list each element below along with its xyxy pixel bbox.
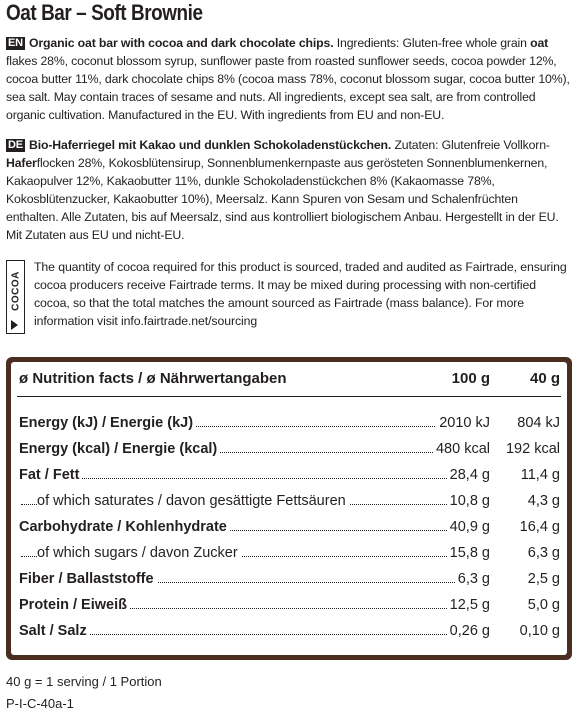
dot-leader [21,634,489,635]
ingredients-en [6,34,571,124]
nutrition-row-saturates [11,491,567,511]
value-100g: 0,26 g [447,621,490,641]
cocoa-badge-label: COCOA [10,271,21,311]
row-label: Fat / Fett [19,465,82,485]
value-100g: 12,5 g [447,595,490,615]
ingredients-en-highlight: oat [530,36,549,50]
value-100g: 2010 kJ [436,413,490,433]
col-100g-header: 100 g [449,369,490,389]
row-label: Protein / Eiweiß [19,595,130,615]
nutrition-row-salt [11,621,567,641]
lang-tag-de: DE [8,139,23,151]
value-40g: 804 kJ [517,415,560,431]
nutrition-row-protein [11,595,567,615]
nutrition-row-energy-kj [11,413,567,433]
product-code: P-I-C-40a-1 [6,696,74,711]
value-100g: 28,4 g [447,465,490,485]
value-100g: 15,8 g [447,543,490,563]
arrow-right-icon [11,320,18,330]
dot-leader [21,478,489,479]
lang-tag-en: EN [8,37,23,49]
ingredients-en-text-1: Ingredients: Gluten-free whole grain [333,36,531,50]
nutrition-row-fiber [11,569,567,589]
value-40g: 11,4 g [520,467,560,483]
cocoa-badge [6,260,25,334]
nutrition-header-row [11,369,567,389]
nutrition-row-carbohydrate [11,517,567,537]
nutrition-table [6,357,572,660]
serving-size: 40 g = 1 serving / 1 Portion [6,674,162,689]
value-40g: 0,10 g [519,623,560,639]
product-title: Oat Bar – Soft Brownie [6,0,203,25]
row-label: of which saturates / davon gesättigte Fettsäuren [37,491,349,511]
row-label: Salt / Salz [19,621,90,641]
ingredients-en-text-2: flakes 28%, coconut blossom syrup, sunflower paste from roasted sunflower seeds, cocoa powder 12%, cocoa butter 11%, dark chocolate chips 8% (cocoa mass 78%, coconut blossom sugar, cocoa butter 10%), sea salt. May contain traces of sesame and nuts. All ingredients, except sea salt, are from controlled organic cultivation. Manufactured in the EU. With ingredients from EU and non-EU. [6,54,570,122]
nutrition-row-energy-kcal [11,439,567,459]
value-40g: 6,3 g [527,545,560,561]
value-40g: 16,4 g [519,519,560,535]
nutrition-table-body [11,362,567,655]
header-divider [17,396,561,397]
lead-de: Bio-Haferriegel mit Kakao und dunklen Schokoladenstückchen. [28,138,392,152]
value-40g: 5,0 g [527,597,560,613]
row-label: Energy (kJ) / Energie (kJ) [19,413,196,433]
row-label: Energy (kcal) / Energie (kcal) [19,439,220,459]
row-label: Fiber / Ballaststoffe [19,569,157,589]
value-40g: 2,5 g [527,571,560,587]
ingredients-de [6,136,571,244]
value-40g: 192 kcal [505,441,560,457]
row-label: Carbohydrate / Kohlenhydrate [19,517,230,537]
value-100g: 10,8 g [447,491,490,511]
value-100g: 40,9 g [447,517,490,537]
ingredients-de-text-2: flocken 28%, Kokosblütensirup, Sonnenblumenkernpaste aus gerösteten Sonnenblumenkernen, Kakaopulver 12%, Kakaobutter 11%, dunkle Schokoladenstückchen 8% (Kakaomasse 78%, Kokosblütenzucker, Kakaobutter 10%), Meersalz. Kann Spuren von Sesam und Schalenfrüchten enthalten. Alle Zutaten, bis auf Meersalz, sind aus kontrolliert biologischem Anbau. Hergestellt in der EU. Mit Zutaten aus EU und nicht-EU. [6,156,559,242]
nutrition-row-fat [11,465,567,485]
value-100g: 6,3 g [455,569,490,589]
value-40g: 4,3 g [527,493,560,509]
nutrition-header-label: ø Nutrition facts / ø Nährwertangaben [19,369,290,389]
ingredients-de-highlight: Hafer [6,156,37,170]
cocoa-notice-text: The quantity of cocoa required for this product is sourced, traded and audited as Fairtrade, ensuring cocoa producers receive Fairtrade terms. It may be mixed during processing with non-certified cocoa, so that the total matches the amount sourced as Fairtrade (mass balance). For more information visit info.fairtrade.net/sourcing [34,260,567,328]
fairtrade-cocoa-notice [6,258,572,336]
col-40g-header: 40 g [529,370,560,387]
row-label: of which sugars / davon Zucker [37,543,241,563]
value-100g: 480 kcal [433,439,490,459]
nutrition-row-sugars [11,543,567,563]
lead-en: Organic oat bar with cocoa and dark chocolate chips. [28,36,334,50]
ingredients-de-text-1: Zutaten: Glutenfreie Vollkorn- [391,138,550,152]
